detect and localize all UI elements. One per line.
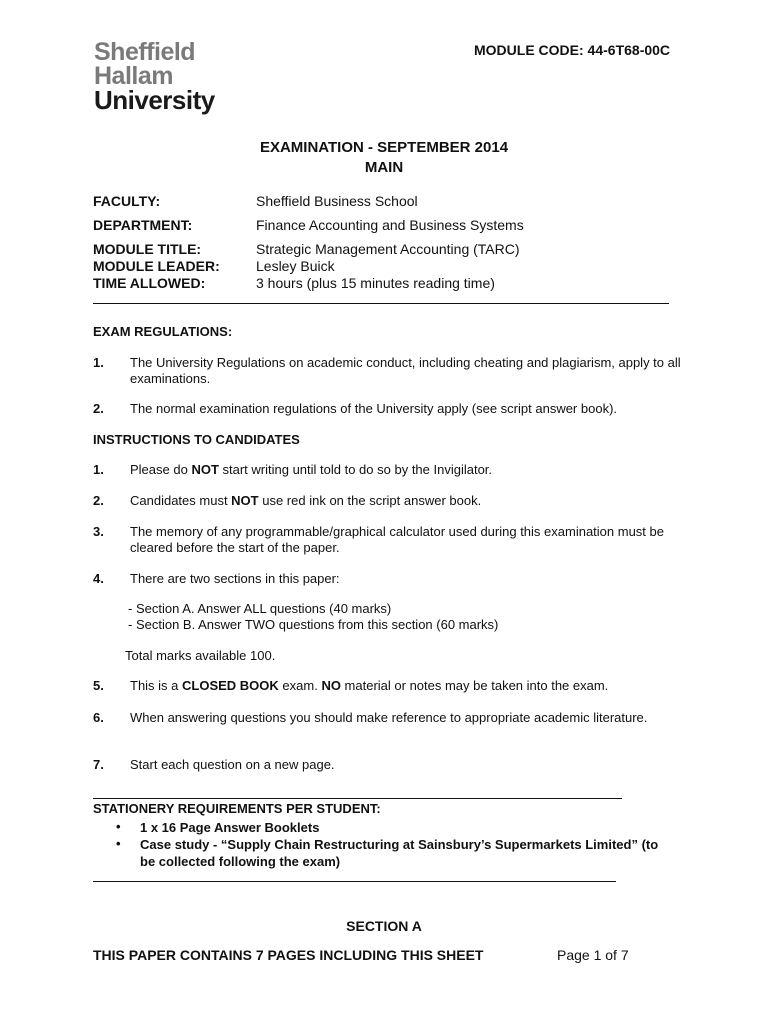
instruction-number: 1. — [93, 462, 104, 477]
module-title-value: Strategic Management Accounting (TARC) — [256, 241, 520, 257]
instruction-text: This is a CLOSED BOOK exam. NO material or notes may be taken into the exam. — [130, 678, 609, 693]
department-value: Finance Accounting and Business Systems — [256, 217, 524, 233]
instruction-text: The memory of any programmable/graphical calculator used during this examination must be cleared before the start of the paper. — [130, 524, 664, 555]
time-allowed-label: TIME ALLOWED: — [93, 275, 206, 291]
divider — [93, 798, 622, 799]
time-allowed-value: 3 hours (plus 15 minutes reading time) — [256, 275, 495, 291]
module-leader-label: MODULE LEADER: — [93, 258, 220, 274]
module-title-label: MODULE TITLE: — [93, 241, 202, 257]
instruction-number: 5. — [93, 678, 104, 693]
instructions-heading: INSTRUCTIONS TO CANDIDATES — [93, 432, 300, 447]
instruction-number: 3. — [93, 524, 104, 539]
bullet: • — [116, 836, 121, 851]
instruction-text: Candidates must NOT use red ink on the script answer book. — [130, 493, 482, 508]
stationery-item: 1 x 16 Page Answer Booklets — [140, 820, 320, 835]
instruction-text: When answering questions you should make reference to appropriate academic literature. — [130, 710, 648, 725]
regulation-text: The normal examination regulations of the University apply (see script answer book). — [130, 401, 618, 416]
instruction-text: There are two sections in this paper: — [130, 571, 340, 586]
logo-line-2: Hallam — [94, 62, 173, 90]
regulation-text: The University Regulations on academic conduct, including cheating and plagiarism, apply to all examinations. — [130, 355, 681, 386]
pages-statement: THIS PAPER CONTAINS 7 PAGES INCLUDING THIS SHEET — [93, 947, 484, 963]
instruction-number: 4. — [93, 571, 104, 586]
section-a-info: - Section A. Answer ALL questions (40 marks) — [128, 601, 392, 616]
logo-line-1: Sheffield — [94, 38, 196, 66]
instruction-text: Please do NOT start writing until told to do so by the Invigilator. — [130, 462, 493, 477]
instruction-number: 7. — [93, 757, 104, 772]
regulation-number: 2. — [93, 401, 104, 416]
faculty-label: FACULTY: — [93, 193, 161, 209]
section-label: SECTION A — [346, 918, 422, 934]
total-marks: Total marks available 100. — [125, 648, 276, 663]
instruction-number: 6. — [93, 710, 104, 725]
instruction-number: 2. — [93, 493, 104, 508]
module-leader-value: Lesley Buick — [256, 258, 335, 274]
bullet: • — [116, 819, 121, 834]
faculty-value: Sheffield Business School — [256, 193, 418, 209]
divider — [93, 303, 669, 304]
university-logo — [94, 38, 234, 115]
section-b-info: - Section B. Answer TWO questions from this section (60 marks) — [128, 617, 499, 632]
department-label: DEPARTMENT: — [93, 217, 193, 233]
regulation-number: 1. — [93, 355, 104, 370]
exam-subtitle: MAIN — [364, 159, 404, 176]
page-number: Page 1 of 7 — [557, 947, 629, 963]
exam-title: EXAMINATION - SEPTEMBER 2014 — [259, 139, 509, 156]
module-code: MODULE CODE: 44-6T68-00C — [474, 42, 671, 58]
instruction-text: Start each question on a new page. — [130, 757, 335, 772]
divider — [93, 881, 616, 882]
logo-line-3: University — [94, 85, 215, 115]
stationery-heading: STATIONERY REQUIREMENTS PER STUDENT: — [93, 801, 381, 816]
stationery-item: Case study - “Supply Chain Restructuring at Sainsbury’s Supermarkets Limited” (to be collected following the exam) — [140, 837, 659, 869]
regulations-heading: EXAM REGULATIONS: — [93, 324, 233, 339]
